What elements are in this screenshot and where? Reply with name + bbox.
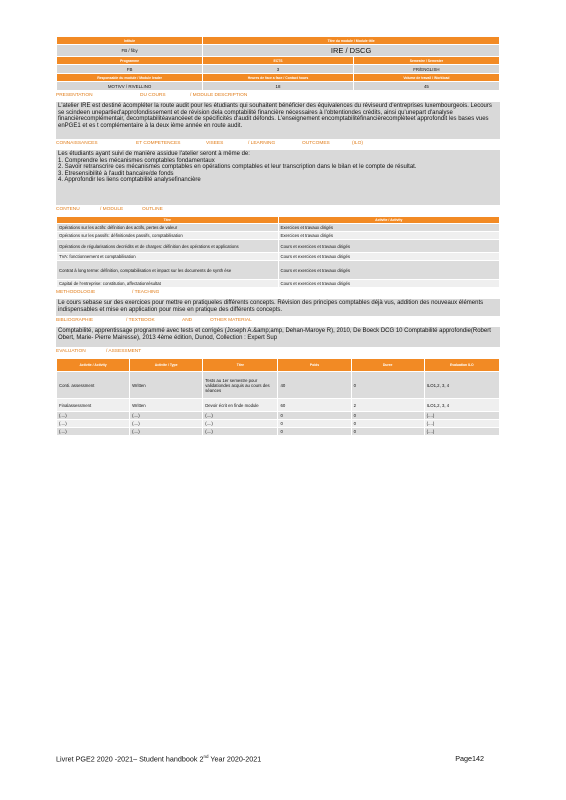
section-heading-outcomes [56, 141, 500, 150]
header-module-leader: Responsable du module / Module leader [57, 74, 203, 82]
table-row [57, 232, 500, 240]
outline-activity: Exercices et travaux dirigés [278, 224, 500, 232]
eval-title: (....) [203, 428, 278, 436]
table-row [57, 240, 500, 253]
eval-activity: (....) [57, 412, 130, 420]
eval-header-ilo: Evaluation ILO [424, 359, 499, 372]
module-leader-value: MOTIVV / RIVELLINO [57, 82, 203, 91]
eval-activity: Finalassessment [57, 399, 130, 412]
heading-word: OUTLINE [142, 207, 163, 212]
heading-word: / TEACHING [132, 290, 160, 295]
outline-topic: TVA: fonctionnement et comptabilisation [57, 253, 279, 261]
outcomes-list [56, 150, 500, 205]
eval-duration: 0 [351, 412, 424, 420]
eval-activity: (....) [57, 420, 130, 428]
table-row [57, 428, 500, 436]
workload-value: 45 [353, 82, 499, 91]
section-heading-evaluation [56, 349, 500, 358]
eval-weight: 40 [278, 372, 351, 399]
eval-activity: (....) [57, 428, 130, 436]
eval-type: (....) [130, 412, 203, 420]
header-module-title-label: Titre du module / Module title [203, 37, 500, 45]
heading-word: / LEARNING [248, 141, 276, 146]
eval-duration: 2 [351, 399, 424, 412]
heading-word: (ILO) [352, 141, 363, 146]
eval-header-title: Titre [203, 359, 278, 372]
outline-header-title: Titre [57, 217, 279, 224]
table-row [57, 420, 500, 428]
header-contact-hours: Heures de face a face / Contact hours [203, 74, 354, 82]
table-row [57, 412, 500, 420]
methodology-text: Le cours sebase sur des exercices pour mettre en pratiqueles différents concepts. Révision des principes comptables déjà vus, addition des nouveaux éléments indispensables et mise en application pour mise en pratique des différents concepts. [56, 299, 500, 316]
language-value: FR/ENGLISH [353, 65, 499, 74]
outcome-item: 1. Comprendre les mécanismes comptables fondamentaux [58, 157, 215, 164]
eval-duration: 0 [351, 420, 424, 428]
footer-handbook-label [56, 754, 261, 763]
eval-title: Devoir écrit en finde module [203, 399, 278, 412]
outline-topic: Capital de l'entreprise: constitution, affectationrésultat [57, 280, 279, 288]
program-code: FB / fiby [57, 45, 203, 57]
heading-word: CONTENU [56, 207, 80, 212]
outcome-item: 3. Etresensibilité à l'audit bancaire/de fonds [58, 170, 174, 177]
page-footer [56, 754, 484, 763]
heading-word: AND [182, 318, 193, 323]
eval-title: Tests au 1er semestre pour validationdes acquis au cours des séances [203, 372, 278, 399]
outline-activity: Exercices et travaux dirigés [278, 232, 500, 240]
evaluation-table [56, 358, 500, 436]
eval-ilo: (....) [424, 428, 499, 436]
outline-activity: Cours et exercices et travaux dirigés [278, 240, 500, 253]
heading-word: EVALUATION [56, 349, 86, 354]
table-row [57, 224, 500, 232]
eval-header-weight: Poids [278, 359, 351, 372]
outline-topic: Opérations de régularisations decrédits et de charges: définition des opérations et applications [57, 240, 279, 253]
outline-table [56, 216, 500, 288]
eval-weight: 0 [278, 412, 351, 420]
eval-type: Written [130, 372, 203, 399]
outcome-item: 2. Savoir retranscrire ces mécanismes comptables en opérations comptables et leur transcription dans le bilan et le compte de résultat. [58, 164, 417, 170]
bibliography-text: Comptabilité, apprentissage programmé avec tests et corrigés (Joseph A.&amp;amp, Dehan-Maroye R), 2010, De Boeck DCG 10 Comptabilité approfondie(Robert Obert, Marie- Pierre Mairesse), 2013 4ème édition, Dunod, Collection : Expert Sup [56, 327, 500, 347]
header-workload: Volume de travail / Workload [353, 74, 499, 82]
heading-word: DU COURS [140, 93, 166, 98]
section-heading-outline [56, 207, 500, 216]
module-sheet [56, 36, 500, 436]
heading-word: BIBLIOGRAPHIE [56, 318, 94, 323]
footer-text: Livret PGE2 2020 -2021– Student handbook 2 [56, 754, 204, 764]
eval-weight: 0 [278, 420, 351, 428]
eval-type: (....) [130, 428, 203, 436]
heading-word: OUTCOMES [302, 141, 330, 146]
heading-word: METHODOLOGIE [56, 290, 96, 295]
eval-type: Written [130, 399, 203, 412]
table-row [57, 372, 500, 399]
table-row [57, 253, 500, 261]
eval-header-activity: Activite / Activity [57, 359, 130, 372]
eval-duration: 0 [351, 372, 424, 399]
outcome-item: 4. Approfondir les liens comptabilité analysefinancière [58, 177, 201, 183]
heading-word: / TEXTBOOK [126, 318, 155, 323]
outline-activity: Cours et exercices et travaux dirigés [278, 261, 500, 280]
outline-activity: Cours et exercices et travaux dirigés [278, 280, 500, 288]
eval-title: (....) [203, 420, 278, 428]
heading-word: VISEES [206, 141, 224, 146]
ects-value: 3 [203, 65, 354, 74]
table-row [57, 261, 500, 280]
section-heading-presentation [56, 93, 500, 102]
eval-weight: 0 [278, 428, 351, 436]
section-heading-methodology [56, 290, 500, 299]
header-table [56, 36, 500, 91]
outline-header-activity: Activite / Activity [278, 217, 500, 224]
section-heading-bibliography [56, 318, 500, 327]
eval-activity: Conti. assessment [57, 372, 130, 399]
module-title: IRE / DSCG [203, 45, 500, 57]
header-programme: Programme [57, 57, 203, 65]
eval-weight: 60 [278, 399, 351, 412]
programme-value: FB [57, 65, 203, 74]
outcomes-intro: Les étudiants ayant suivi de manière assidue l'atelier seront à même de: [58, 151, 250, 157]
contact-hours-value: 18 [203, 82, 354, 91]
eval-ilo: (....) [424, 412, 499, 420]
footer-text: Year 2020-2021 [210, 754, 262, 764]
heading-word: / MODULE [100, 207, 124, 212]
outline-topic: Opérations sur les actifs: définition des actifs, pertes de valeur [57, 224, 279, 232]
outline-activity: Cours et exercices et travaux dirigés [278, 253, 500, 261]
footer-superscript: nd [203, 754, 209, 759]
eval-header-type: Activite / Type [130, 359, 203, 372]
table-row [57, 399, 500, 412]
header-intitule: Intitule [57, 37, 203, 45]
header-ects: ECTS [203, 57, 354, 65]
table-row [57, 280, 500, 288]
eval-duration: 0 [351, 428, 424, 436]
page-number: Page142 [455, 754, 484, 763]
outline-topic: Opérations sur les passifs: définitiondes passifs, comptabilisation [57, 232, 279, 240]
header-semester: Semestre / Semester [353, 57, 499, 65]
eval-ilo: (....) [424, 420, 499, 428]
eval-ilo: ILO1,2, 3, 4 [424, 372, 499, 399]
heading-word: OTHER MATERIAL [210, 318, 252, 323]
eval-ilo: ILO1,2, 3, 4 [424, 399, 499, 412]
outline-topic: Contrat à long terme: définition, comptabilisation et impact sur les documents de synth èse [57, 261, 279, 280]
heading-word: ET COMPETENCES [136, 141, 181, 146]
eval-title: (....) [203, 412, 278, 420]
eval-header-duration: Duree [351, 359, 424, 372]
heading-word: / ASSESSMENT [106, 349, 142, 354]
presentation-text: L'atelier IRE est destiné àcompléter la route audit pour les étudiants qui souhaitent bénéficier des équivalences du réviseurd d'entreprises luxembourgeois. Lecours se scindeen unepartied'approfondissement et de révision dela comptabilité financière nécessaires à l'obtentiondes crédits, ainsi qu'unepart d'analyse financièrecomplémentair, decomptabilitéavancéeet de spécificités d'audit défonds. L'enseignement encomptabilitéfinancièrecomplèteet approfondit les bases vues enPGE1 et es t complémentaire à la deux ième année en route audit. [56, 102, 500, 139]
heading-word: / MODULE DESCRIPTION [190, 93, 248, 98]
heading-word: PRESENTATION [56, 93, 93, 98]
heading-word: CONNAISSANCES [56, 141, 98, 146]
eval-type: (....) [130, 420, 203, 428]
